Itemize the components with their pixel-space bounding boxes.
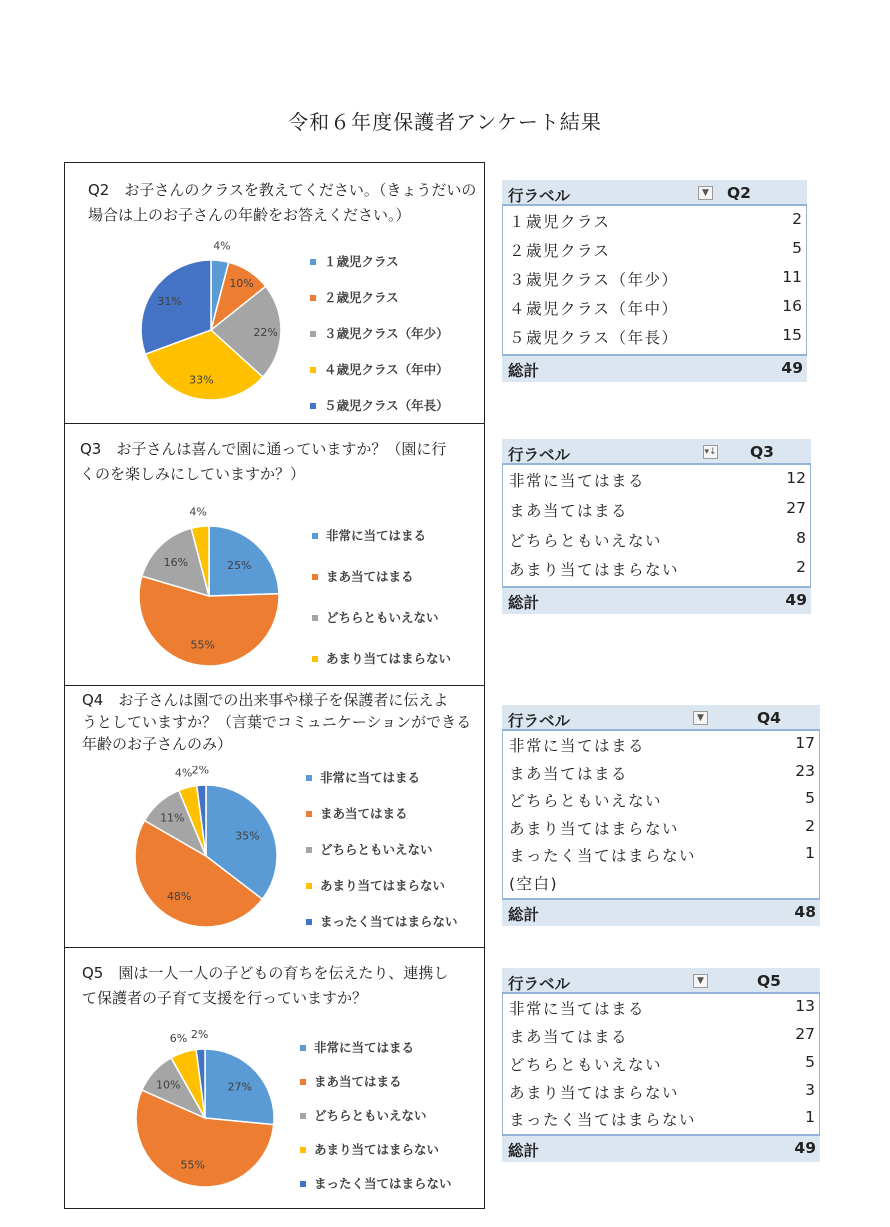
q2-legend-item-3: [310, 360, 449, 378]
q3-total-row: 総計 49: [502, 586, 811, 614]
legend-label: １歳児クラス: [324, 254, 399, 269]
table-row: ３歳児クラス（年少） 11: [509, 268, 802, 289]
legend-swatch: [306, 811, 312, 817]
q4-question: [82, 689, 471, 755]
table-row: 非常に当てはまる 13: [509, 997, 815, 1018]
q4-legend: [306, 768, 481, 933]
q4-legend-item-0: [306, 768, 420, 786]
legend-swatch: [310, 331, 316, 337]
table-row: どちらともいえない 8: [509, 529, 806, 550]
legend-label: 非常に当てはまる: [320, 770, 421, 785]
q2-pivot-body: [502, 206, 807, 354]
q3-legend-item-0: [312, 526, 426, 544]
q3-pivot-body: [502, 465, 811, 586]
q2-pie-chart: [126, 240, 296, 410]
q4-row-label-header: 行ラベル: [508, 712, 571, 730]
table-row: まったく当てはまらない 1: [509, 844, 815, 865]
table-row: まあ当てはまる 27: [509, 1025, 815, 1046]
q2-data-label-0: 4%: [213, 240, 231, 253]
table-row: まったく当てはまらない 1: [509, 1108, 815, 1129]
table-row: (空白): [509, 875, 559, 893]
q5-question-line1: Q5 園は一人一人の子どもの育ちを伝えたり、連携し: [82, 964, 449, 982]
q4-col-header: Q4: [757, 709, 781, 727]
legend-label: どちらともいえない: [326, 610, 439, 625]
q5-pivot-body: [502, 994, 820, 1134]
legend-label: あまり当てはまらない: [326, 651, 452, 666]
q4-legend-item-1: [306, 804, 408, 822]
table-row: １歳児クラス 2: [509, 210, 802, 231]
q3-legend-item-1: [312, 567, 414, 585]
legend-label: どちらともいえない: [320, 842, 433, 857]
q4-question-line1: Q4 お子さんは園での出来事や様子を保護者に伝えよ: [82, 691, 449, 709]
q5-col-header: Q5: [757, 972, 781, 990]
legend-swatch: [312, 533, 318, 539]
q4-data-label-3: 4%: [174, 766, 193, 780]
q5-question: [82, 961, 448, 1011]
q5-pivot-table: [502, 968, 820, 1162]
legend-swatch: [310, 367, 316, 373]
table-row: あまり当てはまらない 3: [509, 1081, 815, 1102]
table-row: ２歳児クラス 5: [509, 239, 802, 260]
legend-label: ４歳児クラス（年中）: [324, 362, 449, 377]
q2-legend-item-0: [310, 252, 399, 270]
table-row: ５歳児クラス（年長） 15: [509, 326, 802, 347]
q5-data-label-3: 6%: [169, 1032, 188, 1046]
table-row: まあ当てはまる 27: [509, 499, 806, 520]
q2-question: [88, 178, 476, 228]
legend-swatch: [300, 1181, 306, 1187]
q3-question-line2: くのを楽しみにしていますか？）: [80, 465, 306, 483]
q5-row-label-header: 行ラベル: [508, 975, 571, 993]
q4-question-line2: うとしていますか？（言葉でコミュニケーションができる: [82, 713, 472, 731]
q3-pivot-header: [502, 439, 811, 465]
q4-total-row: 総計 48: [502, 898, 820, 926]
legend-label: ３歳児クラス（年少）: [324, 326, 449, 341]
legend-swatch: [312, 574, 318, 580]
filter-dropdown-icon[interactable]: ▼: [693, 711, 708, 725]
q2-row-label-header: 行ラベル: [508, 187, 571, 205]
q3-data-label-1: 55%: [190, 638, 215, 652]
legend-label: あまり当てはまらない: [320, 878, 446, 893]
legend-swatch: [310, 403, 316, 409]
legend-label: まあ当てはまる: [320, 806, 408, 821]
q4-data-label-1: 48%: [166, 890, 192, 904]
q2-legend-item-2: [310, 324, 449, 342]
q4-question-line3: 年齢のお子さんのみ）: [82, 735, 233, 753]
q5-data-label-0: 27%: [227, 1080, 252, 1094]
page-title: 令和６年度保護者アンケート結果: [288, 110, 602, 134]
legend-label: 非常に当てはまる: [314, 1040, 415, 1055]
q5-legend-item-0: [300, 1038, 414, 1056]
q3-pie-chart: [124, 506, 294, 676]
table-row: まあ当てはまる 23: [509, 762, 815, 783]
table-row: 非常に当てはまる 17: [509, 734, 815, 755]
legend-swatch: [300, 1147, 306, 1153]
legend-swatch: [312, 615, 318, 621]
legend-label: ２歳児クラス: [324, 290, 399, 305]
q5-legend-item-1: [300, 1072, 402, 1090]
legend-swatch: [310, 295, 316, 301]
legend-label: まあ当てはまる: [314, 1074, 402, 1089]
q5-legend-item-4: [300, 1174, 452, 1192]
q4-legend-item-3: [306, 876, 445, 894]
q3-data-label-3: 4%: [189, 506, 207, 519]
q5-total-row: 総計 49: [502, 1134, 820, 1162]
q2-data-label-1: 10%: [229, 277, 254, 291]
q3-pivot-table: [502, 439, 811, 615]
q5-data-label-2: 10%: [155, 1078, 181, 1092]
q4-pivot-body: [502, 731, 820, 898]
filter-dropdown-icon[interactable]: ▼: [693, 974, 708, 988]
q3-question: [80, 437, 446, 487]
legend-swatch: [300, 1079, 306, 1085]
q3-legend-item-3: [312, 649, 451, 667]
q3-question-line1: Q3 お子さんは喜んで園に通っていますか？（園に行: [80, 440, 447, 458]
q5-data-label-1: 55%: [180, 1158, 205, 1172]
sorted-filter-dropdown-icon[interactable]: ▾↓: [704, 447, 717, 457]
q2-pivot-header: [502, 180, 807, 206]
q2-data-label-3: 33%: [189, 373, 214, 387]
q5-pie-chart: [120, 1028, 290, 1198]
q2-data-label-2: 22%: [253, 325, 278, 339]
legend-label: ５歳児クラス（年長）: [324, 398, 449, 413]
q2-legend-item-1: [310, 288, 399, 306]
q3-col-header: Q3: [750, 443, 774, 461]
legend-swatch: [306, 883, 312, 889]
legend-label: あまり当てはまらない: [314, 1142, 440, 1157]
table-row: どちらともいえない 5: [509, 1053, 815, 1074]
q2-col-header: Q2: [727, 184, 751, 202]
legend-swatch: [300, 1045, 306, 1051]
q2-legend-item-4: [310, 396, 449, 414]
q5-data-label-4: 2%: [190, 1028, 209, 1041]
q2-data-label-4: 31%: [157, 295, 182, 309]
q3-legend: [312, 526, 477, 676]
q3-row-label-header: 行ラベル: [508, 446, 571, 464]
table-row: ４歳児クラス（年中） 16: [509, 297, 802, 318]
legend-swatch: [306, 919, 312, 925]
q4-data-label-2: 11%: [160, 811, 185, 825]
q4-legend-item-2: [306, 840, 433, 858]
q4-legend-item-4: [306, 912, 458, 930]
legend-swatch: [312, 656, 318, 662]
table-row: 非常に当てはまる 12: [509, 469, 806, 490]
q4-pivot-table: [502, 705, 820, 927]
q2-question-line2: 場合は上のお子さんの年齢をお答えください。）: [88, 206, 411, 224]
q2-pivot-table: [502, 180, 807, 382]
table-row: どちらともいえない 5: [509, 789, 815, 810]
legend-swatch: [310, 259, 316, 265]
legend-label: まったく当てはまらない: [320, 914, 458, 929]
q3-data-label-2: 16%: [163, 555, 189, 569]
q5-legend-item-2: [300, 1106, 427, 1124]
legend-label: まあ当てはまる: [326, 569, 414, 584]
legend-swatch: [300, 1113, 306, 1119]
q4-data-label-0: 35%: [235, 829, 260, 843]
q2-question-line1: Q2 お子さんのクラスを教えてください。（きょうだいの: [88, 181, 477, 199]
q5-legend: [300, 1038, 480, 1198]
legend-label: どちらともいえない: [314, 1108, 427, 1123]
legend-label: 非常に当てはまる: [326, 528, 427, 543]
q3-data-label-0: 25%: [226, 558, 252, 572]
q3-legend-item-2: [312, 608, 439, 626]
legend-swatch: [306, 847, 312, 853]
table-row: あまり当てはまらない 2: [509, 817, 815, 838]
q2-legend: [310, 252, 480, 412]
filter-dropdown-icon[interactable]: ▼: [698, 186, 713, 200]
q5-legend-item-3: [300, 1140, 439, 1158]
q2-total-row: 総計 49: [502, 354, 807, 382]
table-row: あまり当てはまらない 2: [509, 558, 806, 579]
q4-data-label-4: 2%: [191, 766, 210, 777]
legend-swatch: [306, 775, 312, 781]
q5-question-line2: て保護者の子育て支援を行っていますか？: [82, 989, 368, 1007]
q5-pivot-header: [502, 968, 820, 994]
q4-pivot-header: [502, 705, 820, 731]
q4-pie-chart: [121, 766, 291, 936]
legend-label: まったく当てはまらない: [314, 1176, 452, 1191]
